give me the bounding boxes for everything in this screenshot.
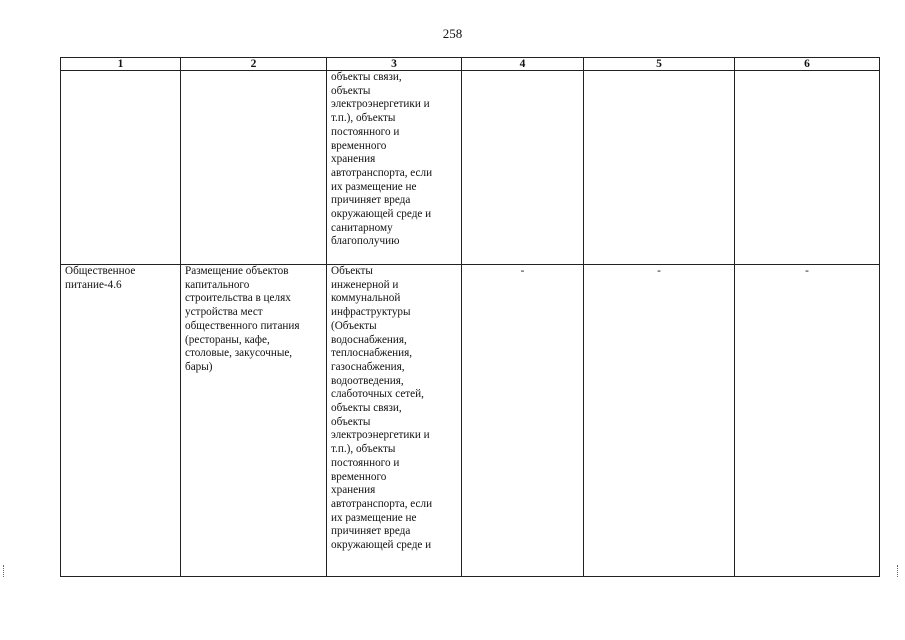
header-col-4: 4	[462, 58, 584, 71]
table-row	[61, 265, 880, 577]
cell-col-4: -	[462, 265, 584, 577]
cell-col-5: -	[584, 265, 735, 577]
scan-edge-mark-right	[897, 565, 902, 577]
header-col-2: 2	[181, 58, 327, 71]
header-col-5: 5	[584, 58, 735, 71]
cell-allowed-objects: Объекты инженерной и коммунальной инфраструктуры (Объекты водоснабжения, теплоснабжения, газоснабжения, водоотведения, слаботочных сетей, объекты связи, объекты электроэнергетики и т.п.), объекты постоянного и временного хранения автотранспорта, если их размещение не причиняет вреда окружающей среде и	[327, 265, 462, 577]
cell-col-6: -	[735, 265, 880, 577]
cell-use-type	[61, 71, 181, 265]
scan-edge-mark-left	[3, 565, 8, 577]
cell-description	[181, 71, 327, 265]
land-use-table	[60, 57, 880, 577]
page-number: 258	[442, 26, 463, 41]
header-row	[61, 58, 880, 71]
cell-col-6	[735, 71, 880, 265]
header-col-6: 6	[735, 58, 880, 71]
header-col-1: 1	[61, 58, 181, 71]
cell-description: Размещение объектов капитального строительства в целях устройства мест общественного питания (рестораны, кафе, столовые, закусочные, бары)	[181, 265, 327, 577]
cell-allowed-objects: объекты связи, объекты электроэнергетики и т.п.), объекты постоянного и временного хранения автотранспорта, если их размещение не причиняет вреда окружающей среде и санитарному благополучию	[327, 71, 462, 265]
cell-col-4	[462, 71, 584, 265]
cell-col-5	[584, 71, 735, 265]
table-row	[61, 71, 880, 265]
cell-use-type: Общественное питание-4.6	[61, 265, 181, 577]
header-col-3: 3	[327, 58, 462, 71]
